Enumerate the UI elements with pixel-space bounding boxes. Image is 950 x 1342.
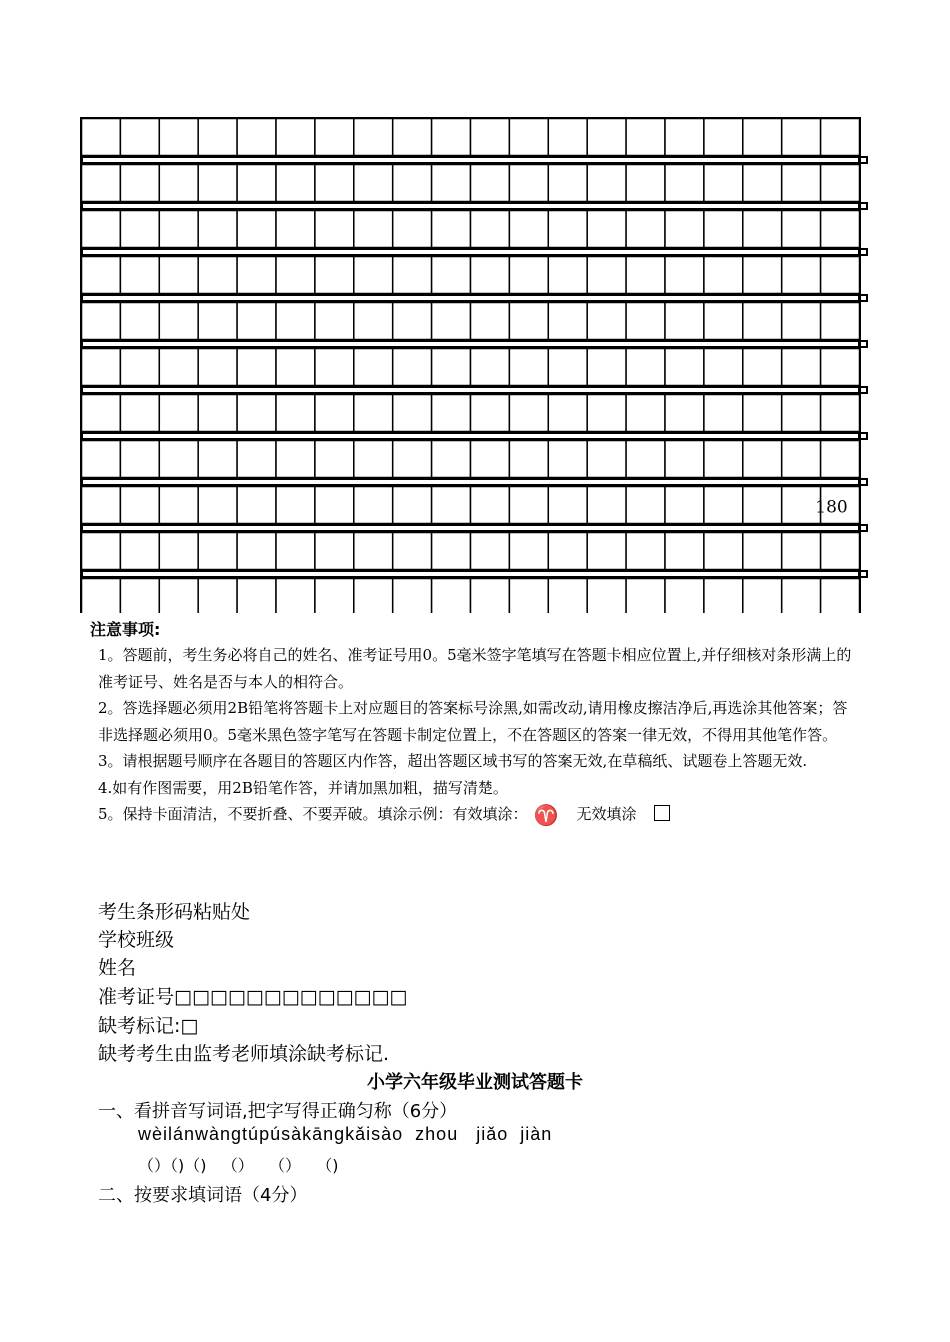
grid-row: [82, 441, 860, 478]
grid-cell[interactable]: [665, 211, 704, 248]
exam-id-field[interactable]: 准考证号□□□□□□□□□□□□□: [98, 986, 408, 1008]
grid-row-separator: [82, 571, 869, 577]
grid-cell[interactable]: [665, 165, 704, 202]
grid-cell[interactable]: [354, 533, 393, 570]
grid-cell[interactable]: [626, 349, 665, 386]
grid-cell[interactable]: [743, 441, 782, 478]
grid-cell[interactable]: [782, 211, 821, 248]
grid-cell[interactable]: [587, 579, 626, 614]
grid-cell[interactable]: [276, 395, 315, 432]
grid-cell[interactable]: [393, 165, 432, 202]
grid-cell[interactable]: [82, 257, 121, 294]
grid-cell[interactable]: [626, 579, 665, 614]
grid-cell[interactable]: [821, 349, 860, 386]
grid-cell[interactable]: [626, 257, 665, 294]
grid-cell[interactable]: [120, 533, 159, 570]
grid-cell[interactable]: [509, 487, 548, 524]
grid-cell[interactable]: [315, 119, 354, 156]
grid-cell[interactable]: [471, 165, 510, 202]
grid-cell[interactable]: [548, 119, 587, 156]
grid-cell[interactable]: [626, 533, 665, 570]
grid-cell[interactable]: [432, 395, 471, 432]
grid-cell[interactable]: [82, 303, 121, 340]
grid-row: [82, 579, 860, 614]
grid-cell[interactable]: [315, 165, 354, 202]
grid-cell[interactable]: [548, 303, 587, 340]
grid-cell[interactable]: [237, 349, 276, 386]
grid-cell[interactable]: [782, 441, 821, 478]
grid-cell[interactable]: [626, 303, 665, 340]
grid-cell[interactable]: [393, 211, 432, 248]
grid-cell[interactable]: [665, 349, 704, 386]
grid-cell[interactable]: [587, 487, 626, 524]
grid-cell[interactable]: [276, 119, 315, 156]
grid-cell[interactable]: [159, 165, 198, 202]
grid-cell[interactable]: [159, 441, 198, 478]
grid-cell[interactable]: [704, 211, 743, 248]
grid-cell[interactable]: [471, 441, 510, 478]
grid-cell[interactable]: [354, 303, 393, 340]
grid-cell[interactable]: [587, 441, 626, 478]
grid-cell[interactable]: [626, 211, 665, 248]
grid-row-separator: [82, 479, 869, 485]
grid-cell[interactable]: [393, 395, 432, 432]
grid-cell[interactable]: [704, 533, 743, 570]
grid-cell[interactable]: [743, 349, 782, 386]
grid-cell[interactable]: [237, 441, 276, 478]
grid-row-separator: [82, 249, 869, 255]
grid-cell[interactable]: [509, 533, 548, 570]
grid-cell[interactable]: [393, 303, 432, 340]
grid-cell[interactable]: [626, 395, 665, 432]
grid-cell[interactable]: [587, 165, 626, 202]
grid-row: [82, 349, 860, 386]
grid-cell[interactable]: [159, 303, 198, 340]
grid-cell[interactable]: [782, 303, 821, 340]
grid-cell[interactable]: [471, 349, 510, 386]
grid-cell[interactable]: [587, 395, 626, 432]
grid-cell[interactable]: [276, 579, 315, 614]
grid-cell[interactable]: [393, 119, 432, 156]
grid-cell[interactable]: [82, 349, 121, 386]
grid-cell[interactable]: [471, 303, 510, 340]
grid-cell[interactable]: [237, 257, 276, 294]
grid-cell[interactable]: [471, 395, 510, 432]
grid-row-separator: [82, 433, 869, 439]
grid-cell[interactable]: [198, 119, 237, 156]
absent-mark-field[interactable]: 缺考标记:□: [98, 1015, 199, 1037]
grid-cell[interactable]: [548, 579, 587, 614]
grid-cell[interactable]: [782, 395, 821, 432]
grid-cell[interactable]: [782, 257, 821, 294]
grid-cell[interactable]: [782, 119, 821, 156]
grid-cell[interactable]: [237, 119, 276, 156]
grid-cell[interactable]: [393, 579, 432, 614]
note-1: 1。答题前，考生务必将自己的姓名、准考证号用0。5毫米签字笔填写在答题卡相应位置上,并仔细核对条形满上的准考证号、姓名是否与本人的相符合。: [98, 646, 852, 691]
grid-cell[interactable]: [704, 119, 743, 156]
grid-cell[interactable]: [315, 303, 354, 340]
grid-cell[interactable]: [509, 211, 548, 248]
grid-cell[interactable]: [821, 395, 860, 432]
grid-cell[interactable]: [782, 165, 821, 202]
grid-cell[interactable]: [665, 303, 704, 340]
grid-cell[interactable]: [587, 119, 626, 156]
grid-cell[interactable]: [393, 257, 432, 294]
grid-cell[interactable]: [82, 119, 121, 156]
grid-cell[interactable]: [276, 487, 315, 524]
grid-cell[interactable]: [82, 165, 121, 202]
grid-cell[interactable]: [704, 303, 743, 340]
character-count-marker: 180: [815, 497, 848, 518]
grid-cell[interactable]: [432, 349, 471, 386]
name-label: 姓名: [98, 957, 137, 979]
grid-cell[interactable]: [354, 211, 393, 248]
grid-cell[interactable]: [120, 487, 159, 524]
grid-cell[interactable]: [120, 441, 159, 478]
grid-cell[interactable]: [276, 441, 315, 478]
invalid-fill-label: 无效填涂: [576, 805, 637, 823]
grid-cell[interactable]: [471, 119, 510, 156]
grid-cell[interactable]: [782, 533, 821, 570]
grid-cell[interactable]: [393, 533, 432, 570]
grid-cell[interactable]: [548, 441, 587, 478]
grid-cell[interactable]: [432, 119, 471, 156]
grid-cell[interactable]: [626, 441, 665, 478]
grid-cell[interactable]: [159, 349, 198, 386]
grid-cell[interactable]: [82, 579, 121, 614]
grid-cell[interactable]: [120, 349, 159, 386]
school-class-label: 学校班级: [98, 929, 175, 951]
grid-cell[interactable]: [82, 441, 121, 478]
grid-cell[interactable]: [471, 211, 510, 248]
grid-cell[interactable]: [82, 533, 121, 570]
grid-cell[interactable]: [198, 349, 237, 386]
grid-cell[interactable]: [665, 579, 704, 614]
grid-cell[interactable]: [393, 487, 432, 524]
valid-fill-example-icon: ♈: [533, 803, 559, 827]
grid-row-separator: [82, 387, 869, 393]
grid-cell[interactable]: [704, 487, 743, 524]
grid-cell[interactable]: [665, 533, 704, 570]
grid-cell[interactable]: [354, 349, 393, 386]
grid-cell[interactable]: [782, 579, 821, 614]
grid-row: [82, 533, 860, 570]
grid-cell[interactable]: [237, 303, 276, 340]
grid-cell[interactable]: [276, 349, 315, 386]
grid-cell[interactable]: [821, 257, 860, 294]
grid-cell[interactable]: [120, 211, 159, 248]
grid-cell[interactable]: [626, 487, 665, 524]
grid-cell[interactable]: [198, 211, 237, 248]
grid-cell[interactable]: [821, 211, 860, 248]
grid-row-separator: [82, 203, 869, 209]
grid-cell[interactable]: [276, 165, 315, 202]
grid-cell[interactable]: [198, 579, 237, 614]
grid-cell[interactable]: [315, 211, 354, 248]
grid-cell[interactable]: [432, 257, 471, 294]
grid-cell[interactable]: [471, 257, 510, 294]
grid-cell[interactable]: [120, 165, 159, 202]
grid-row: [82, 119, 860, 156]
section-1-answer-blanks[interactable]: （）（)（) （） （） （): [138, 1156, 339, 1175]
grid-cell[interactable]: [743, 211, 782, 248]
grid-cell[interactable]: [704, 395, 743, 432]
grid-cell[interactable]: [432, 303, 471, 340]
grid-cell[interactable]: [704, 441, 743, 478]
grid-cell[interactable]: [237, 579, 276, 614]
grid-cell[interactable]: [743, 533, 782, 570]
grid-cell[interactable]: [509, 441, 548, 478]
note-4: 4.如有作图需要，用2B铅笔作答，并请加黑加粗，描写清楚。: [98, 778, 508, 797]
grid-cell[interactable]: [354, 579, 393, 614]
grid-cell[interactable]: [159, 395, 198, 432]
grid-cell[interactable]: [432, 487, 471, 524]
grid-cell[interactable]: [626, 119, 665, 156]
grid-cell[interactable]: [509, 165, 548, 202]
grid-row: [82, 487, 860, 524]
grid-cell[interactable]: [548, 395, 587, 432]
grid-cell[interactable]: [548, 211, 587, 248]
grid-cell[interactable]: [821, 165, 860, 202]
grid-cell[interactable]: [432, 165, 471, 202]
grid-cell[interactable]: [704, 165, 743, 202]
grid-cell[interactable]: [743, 395, 782, 432]
grid-cell[interactable]: [82, 395, 121, 432]
grid-cell[interactable]: [587, 533, 626, 570]
grid-cell[interactable]: [276, 211, 315, 248]
notes-title: 注意事项:: [90, 620, 161, 639]
grid-cell[interactable]: [120, 119, 159, 156]
section-1-pinyin: wèilánwàngtúpúsàkāngkǎisào zhou jiǎo jiàn: [138, 1124, 553, 1144]
grid-cell[interactable]: [315, 533, 354, 570]
grid-cell[interactable]: [743, 165, 782, 202]
grid-cell[interactable]: [821, 119, 860, 156]
grid-cell[interactable]: [393, 349, 432, 386]
grid-cell[interactable]: [548, 165, 587, 202]
grid-cell[interactable]: [159, 119, 198, 156]
grid-cell[interactable]: [743, 119, 782, 156]
grid-cell[interactable]: [237, 533, 276, 570]
grid-cell[interactable]: [237, 487, 276, 524]
grid-cell[interactable]: [354, 257, 393, 294]
grid-cell[interactable]: [509, 303, 548, 340]
grid-cell[interactable]: [665, 441, 704, 478]
grid-cell[interactable]: [704, 579, 743, 614]
grid-cell[interactable]: [432, 579, 471, 614]
grid-cell[interactable]: [159, 487, 198, 524]
grid-cell[interactable]: [548, 533, 587, 570]
section-1-heading: 一、看拼音写词语,把字写得正确匀称（6分）: [98, 1101, 458, 1122]
grid-cell[interactable]: [354, 441, 393, 478]
grid-cell[interactable]: [82, 487, 121, 524]
grid-row-separator: [82, 157, 869, 163]
grid-cell[interactable]: [509, 119, 548, 156]
grid-cell[interactable]: [704, 257, 743, 294]
grid-cell[interactable]: [432, 211, 471, 248]
grid-cell[interactable]: [198, 441, 237, 478]
grid-cell[interactable]: [159, 579, 198, 614]
grid-cell[interactable]: [509, 395, 548, 432]
grid-cell[interactable]: [743, 257, 782, 294]
grid-cell[interactable]: [159, 211, 198, 248]
grid-row: [82, 211, 860, 248]
grid-cell[interactable]: [315, 395, 354, 432]
grid-cell[interactable]: [548, 487, 587, 524]
grid-cell[interactable]: [315, 579, 354, 614]
grid-cell[interactable]: [509, 349, 548, 386]
grid-cell[interactable]: [548, 349, 587, 386]
grid-cell[interactable]: [782, 349, 821, 386]
grid-cell[interactable]: [548, 257, 587, 294]
grid-cell[interactable]: [315, 349, 354, 386]
grid-cell[interactable]: [159, 257, 198, 294]
grid-cell[interactable]: [471, 533, 510, 570]
grid-cell[interactable]: [587, 257, 626, 294]
grid-cell[interactable]: [159, 533, 198, 570]
grid-cell[interactable]: [120, 303, 159, 340]
grid-cell[interactable]: [237, 395, 276, 432]
grid-cell[interactable]: [743, 487, 782, 524]
grid-cell[interactable]: [315, 487, 354, 524]
grid-cell[interactable]: [198, 165, 237, 202]
grid-cell[interactable]: [432, 441, 471, 478]
composition-grid: [80, 117, 872, 613]
grid-row: [82, 257, 860, 294]
grid-cell[interactable]: [120, 395, 159, 432]
grid-cell[interactable]: [276, 303, 315, 340]
note-5-text: 5。保持卡面清洁，不要折叠、不要弄破。填涂示例：有效填涂：: [98, 805, 528, 823]
grid-cell[interactable]: [354, 119, 393, 156]
grid-cell[interactable]: [198, 487, 237, 524]
grid-cell[interactable]: [276, 533, 315, 570]
absent-note: 缺考考生由监考老师填涂缺考标记.: [98, 1043, 390, 1065]
grid-row: [82, 395, 860, 432]
grid-cell[interactable]: [471, 487, 510, 524]
grid-cell[interactable]: [354, 395, 393, 432]
page-title: 小学六年级毕业测试答题卡: [367, 1072, 583, 1093]
grid-cell[interactable]: [509, 257, 548, 294]
grid-cell[interactable]: [432, 533, 471, 570]
note-2: 2。答选择题必须用2B铅笔将答题卡上对应题目的答案标号涂黑,如需改动,请用橡皮擦洁净后,再选涂其他答案；答非选择题必须用0。5毫米黑色签字笔写在答题卡制定位置上，不在答题区的答案一律无效，不得用其他笔作答。: [98, 699, 848, 744]
note-5: [98, 801, 858, 829]
grid-cell[interactable]: [120, 257, 159, 294]
grid-row-separator: [82, 525, 869, 531]
grid-cell[interactable]: [665, 395, 704, 432]
grid-cell[interactable]: [587, 349, 626, 386]
grid-cell[interactable]: [743, 579, 782, 614]
barcode-area-label: 考生条形码粘贴处: [98, 901, 251, 923]
grid-cell[interactable]: [354, 487, 393, 524]
grid-cell[interactable]: [821, 579, 860, 614]
grid-cell[interactable]: [587, 303, 626, 340]
grid-cell[interactable]: [665, 257, 704, 294]
grid-cell[interactable]: [120, 579, 159, 614]
grid-row: [82, 303, 860, 340]
grid-cell[interactable]: [198, 257, 237, 294]
invalid-fill-example-box: [654, 805, 670, 821]
grid-cell[interactable]: [665, 487, 704, 524]
grid-cell[interactable]: [509, 579, 548, 614]
grid-cell[interactable]: [471, 579, 510, 614]
notes-list: [98, 642, 858, 829]
grid-row-separator: [82, 341, 869, 347]
grid-cell[interactable]: [315, 257, 354, 294]
grid-cell[interactable]: [198, 303, 237, 340]
grid-cell[interactable]: [82, 211, 121, 248]
grid-cell[interactable]: [276, 257, 315, 294]
grid-cell[interactable]: [587, 211, 626, 248]
grid-cell[interactable]: [315, 441, 354, 478]
grid-cell[interactable]: [665, 119, 704, 156]
grid-row: [82, 165, 860, 202]
grid-cell[interactable]: [821, 533, 860, 570]
grid-cell[interactable]: [393, 441, 432, 478]
grid-cell[interactable]: [198, 533, 237, 570]
grid-cell[interactable]: [821, 303, 860, 340]
grid-row-separator: [82, 295, 869, 301]
section-2-heading: 二、按要求填词语（4分）: [98, 1185, 308, 1206]
grid-cell[interactable]: [704, 349, 743, 386]
grid-cell[interactable]: [821, 441, 860, 478]
grid-cell[interactable]: [237, 211, 276, 248]
grid-cell[interactable]: [198, 395, 237, 432]
grid-cell[interactable]: [626, 165, 665, 202]
grid-cell[interactable]: [237, 165, 276, 202]
grid-cell[interactable]: [743, 303, 782, 340]
grid-cell[interactable]: [354, 165, 393, 202]
note-3: 3。请根据题号顺序在各题目的答题区内作答，超出答题区域书写的答案无效,在草稿纸、试题卷上答题无效.: [98, 752, 808, 770]
